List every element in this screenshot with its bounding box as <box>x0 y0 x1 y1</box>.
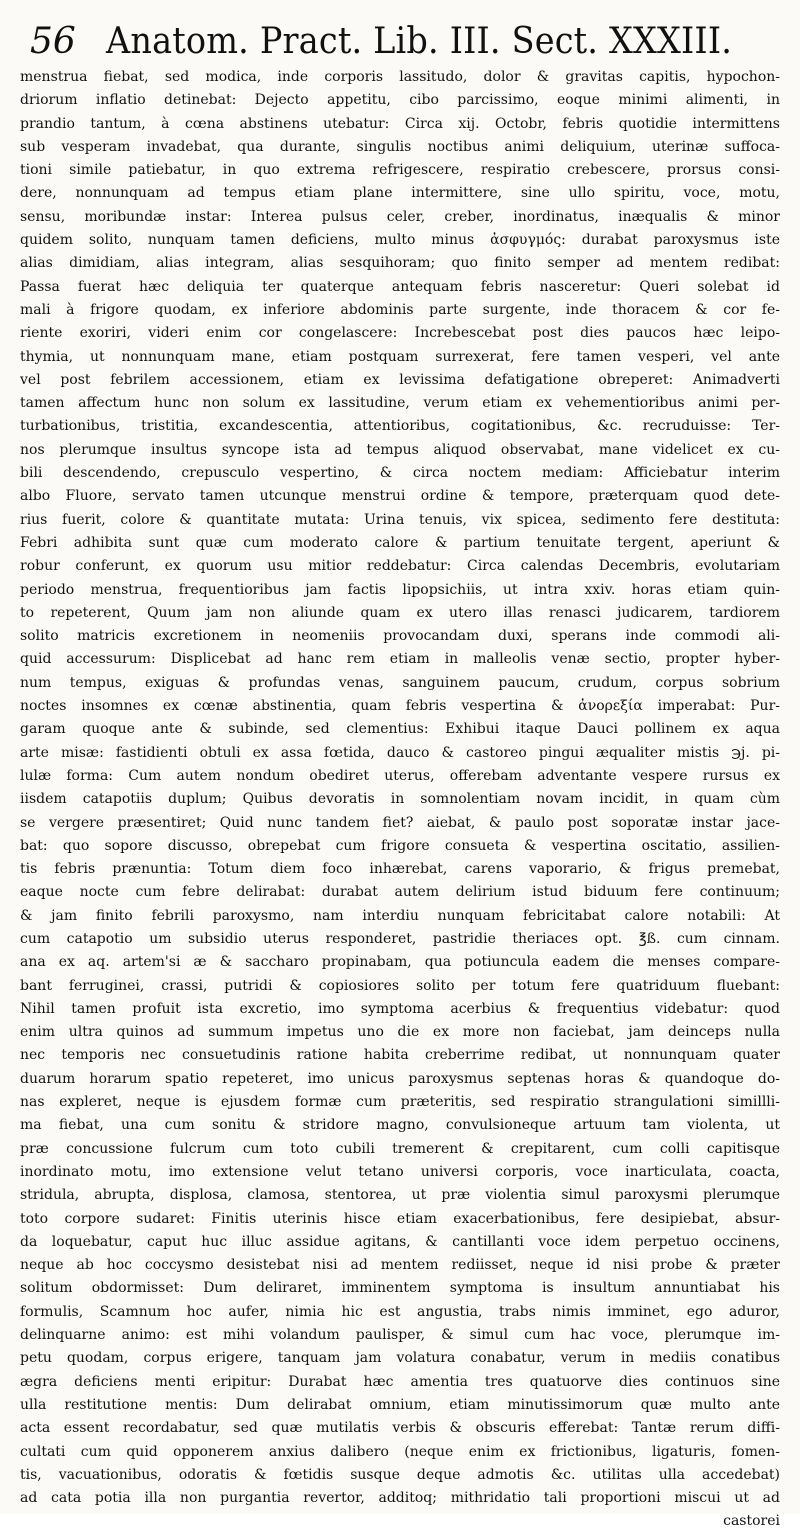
text-line: duarum horarum spatio repeteret, imo unicus paroxysmus septenas horas & quandoque do- <box>20 1070 780 1087</box>
text-line: castorei <box>723 1513 780 1530</box>
text-line: prandio tantum, à cœna abstinens utebatur: Circa xij. Octobr, febris quotidie intermittens <box>20 115 780 132</box>
text-line: eaque nocte cum febre delirabat: durabat autem delirium istud biduum fere continuum; <box>20 884 780 901</box>
text-line: petu quodam, corpus erigere, tanquam jam volatura conabatur, verum in mediis conatibus <box>20 1350 780 1367</box>
text-line: inordinato motu, imo extensione velut tetano universi corporis, voce inarticulata, coacta, <box>20 1163 780 1180</box>
text-line: Nihil tamen profuit ista excretio, imo symptoma acerbius & frequentius videbatur: quod <box>20 1000 780 1017</box>
text-line: tis, vacuationibus, odoratis & fœtidis susque deque admotis &c. utilitas ulla accedebat) <box>20 1466 780 1483</box>
text-line: nos plerumque insultus syncope ista ad tempus aliquod observabat, mane videlicet ex cu- <box>20 441 780 458</box>
text-line: riente exoriri, videri enim cor congelascere: Increbescebat post dies paucos hæc leipo- <box>20 325 780 342</box>
text-line: Passa fuerat hæc deliquia ter quaterque antequam febris nasceretur: Queri solebat id <box>20 278 780 295</box>
body-text <box>20 66 780 1534</box>
text-line: se vergere præsentiret; Quid nunc tandem fiet? aiebat, & paulo post soporatæ instar jace- <box>20 814 780 831</box>
text-line: toto corpore sudaret: Finitis uterinis hisce etiam exacerbationibus, fere desipiebat, absur- <box>20 1210 780 1227</box>
text-line: cum catapotio um subsidio uterus responderet, pastridie theriaces opt. ℥ß. cum cinnam. <box>20 930 780 947</box>
text-line: vel post febrilem accessionem, etiam ex levissima defatigatione obreperet: Animadverti <box>20 371 780 388</box>
text-line: solitum obdormisset: Dum deliraret, imminentem symptoma is insultum annuntiabat his <box>20 1280 780 1297</box>
text-line: lulæ forma: Cum autem nondum obediret uterus, offerebam adventante vespere rursus ex <box>20 767 780 784</box>
text-line: bili descendendo, crepusculo vespertino, & circa noctem mediam: Afficiebatur interim <box>20 465 780 482</box>
text-line: acta essent recordabatur, sed quæ mutilatis verbis & obscuris efferebat: Tantæ rerum diffi- <box>20 1420 780 1437</box>
text-line: thymia, ut nonnunquam mane, etiam postquam surrexerat, fere tamen vesperi, vel ante <box>20 348 780 365</box>
text-line: cultati cum quid opponerem anxius dalibero (neque enim ex frictionibus, ligaturis, fomen- <box>20 1443 780 1460</box>
text-line: ulla restitutione mentis: Dum delirabat omnium, etiam minutissimorum quæ multo ante <box>20 1396 780 1413</box>
text-line: da loquebatur, caput huc illuc assidue agitans, & cantillanti voce idem perpetuo occinens, <box>20 1233 780 1250</box>
text-line: ana ex aq. artem'si æ & saccharo propinabam, qua potiuncula eadem die menses compare- <box>20 954 780 971</box>
text-line: sub vesperam invadebat, qua durante, singulis noctibus animi deliquium, uterinæ suffoca- <box>20 138 780 155</box>
text-line: to repeterent, Quum jam non aliunde quam ex utero illas renasci judicarem, tardiorem <box>20 604 780 621</box>
page-number: 56 <box>30 21 76 62</box>
text-line: nas expleret, neque is ejusdem formæ cum præteritis, sed respiratio strangulationi simillli- <box>20 1094 780 1111</box>
text-line: & jam finito febrili paroxysmo, nam interdiu nunquam febricitabat calore notabili: At <box>20 907 780 924</box>
text-line: iisdem catapotiis duplum; Quibus devoratis in somnolentiam novam incidit, in quam cùm <box>20 791 780 808</box>
running-head <box>30 14 770 70</box>
text-line: bat: quo sopore discusso, obrepebat cum frigore consueta & vespertina oscitatio, assilien- <box>20 837 780 854</box>
text-line: nec temporis nec consuetudinis ratione habita creberrime redibat, ut nonnunquam quater <box>20 1047 780 1064</box>
text-line: tamen affectum hunc non solum ex lassitudine, verum etiam ex vehementioribus animi per- <box>20 395 780 412</box>
text-line: enim ultra quinos ad summum impetus uno die ex more non faciebat, jam deinceps nulla <box>20 1024 780 1041</box>
text-line: Febri adhibita sunt quæ cum moderato calore & partium tenuitate tergent, aperiunt & <box>20 534 780 551</box>
text-line: robur conferunt, ex quorum usu mitior reddebatur: Circa calendas Decembris, evolutariam <box>20 558 780 575</box>
text-line: arte misæ: fastidienti obtuli ex assa fœtida, dauco & castoreo pingui æqualiter mistis ℈j. pi- <box>20 744 780 761</box>
text-line: ægra deficiens menti eripitur: Durabat hæc amentia tres quatuorve dies continuos sine <box>20 1373 780 1390</box>
text-line: driorum inflatio detinebat: Dejecto appetitu, cibo parcissimo, eoque minimi alimenti, in <box>20 92 780 109</box>
text-line: garam quoque ante & subinde, sed clementius: Exhibui itaque Dauci pollinem ex aqua <box>20 721 780 738</box>
text-line: turbationibus, tristitia, excandescentia, attentioribus, cogitationibus, &c. recruduisse: Ter- <box>20 418 780 435</box>
text-line: præ concussione fulcrum cum toto cubili tremerent & crepitarent, cum colli capitisque <box>20 1140 780 1157</box>
text-line: ad cata potia illa non purgantia revertor, additoq; mithridatio tali proportioni miscui ut ad <box>20 1490 780 1507</box>
text-line: sensu, moribundæ instar: Interea pulsus celer, creber, inordinatus, inæqualis & minor <box>20 208 780 225</box>
text-line: noctes insomnes ex cœnæ abstinentia, quam febris vespertina & ἀνορεξία imperabat: Pur- <box>20 698 780 715</box>
text-line: dere, nonnunquam ad tempus etiam plane intermittere, sine ullo spiritu, voce, motu, <box>20 185 780 202</box>
text-line: tis febris prænuntia: Totum diem foco inhærebat, carens vaporario, & frigus premebat, <box>20 861 780 878</box>
text-line: neque ab hoc coccysmo desistebat nisi ad mentem rediisset, neque id nisi probe & præter <box>20 1257 780 1274</box>
text-line: bant ferruginei, crassi, putridi & copiosiores solito per totum fere quatriduum fluebant: <box>20 977 780 994</box>
text-line: solito matricis excretionem in neomeniis provocandam duxi, sperans inde commodi ali- <box>20 628 780 645</box>
text-line: quidem solito, nunquam tamen deficiens, multo minus ἀσφυγμός: durabat paroxysmus iste <box>20 232 780 249</box>
text-line: stridula, abrupta, displosa, clamosa, stentorea, ut præ violentia simul paroxysmi plerumque <box>20 1187 780 1204</box>
text-line: mali à frigore quodam, ex inferiore abdominis parte surgente, inde thoracem & cor fe- <box>20 301 780 318</box>
text-line: num tempus, exiguas & profundas venas, sanguinem paucum, crudum, corpus sobrium <box>20 674 780 691</box>
text-line: menstrua fiebat, sed modica, inde corporis lassitudo, dolor & gravitas capitis, hypochon- <box>20 69 780 85</box>
text-line: rius fuerit, colore & quantitate mutata: Urina tenuis, vix spicea, sedimento fere destituta: <box>20 511 780 528</box>
running-title: Anatom. Pract. Lib. III. Sect. XXXIII. <box>105 21 732 62</box>
text-line: delinquarne animo: est mihi volandum paulisper, & simul cum hac voce, plerumque im- <box>20 1327 780 1344</box>
text-line: albo Fluore, servato tamen utcunque menstrui ordine & tempore, præterquam quod dete- <box>20 488 780 505</box>
text-line: formulis, Scamnum hoc aufer, nimia hic est angustia, trabs nimis imminet, ego aduror, <box>20 1303 780 1320</box>
text-line: quid accessurum: Displicebat ad hanc rem etiam in malleolis venæ sectio, propter hyber- <box>20 651 780 668</box>
text-line: tioni simile patiebatur, in quo extrema refrigescere, respiratio crebescere, prorsus consi- <box>20 162 780 179</box>
text-line: alias dimidiam, alias integram, alias sesquihoram; quo finito semper ad mentem redibat: <box>20 255 780 272</box>
text-line: ma fiebat, una cum sonitu & stridore magno, convulsioneque artuum tam violenta, ut <box>20 1117 780 1134</box>
text-line: periodo menstrua, frequentioribus jam factis lipopsichiis, ut intra xxiv. horas etiam quin- <box>20 581 780 598</box>
